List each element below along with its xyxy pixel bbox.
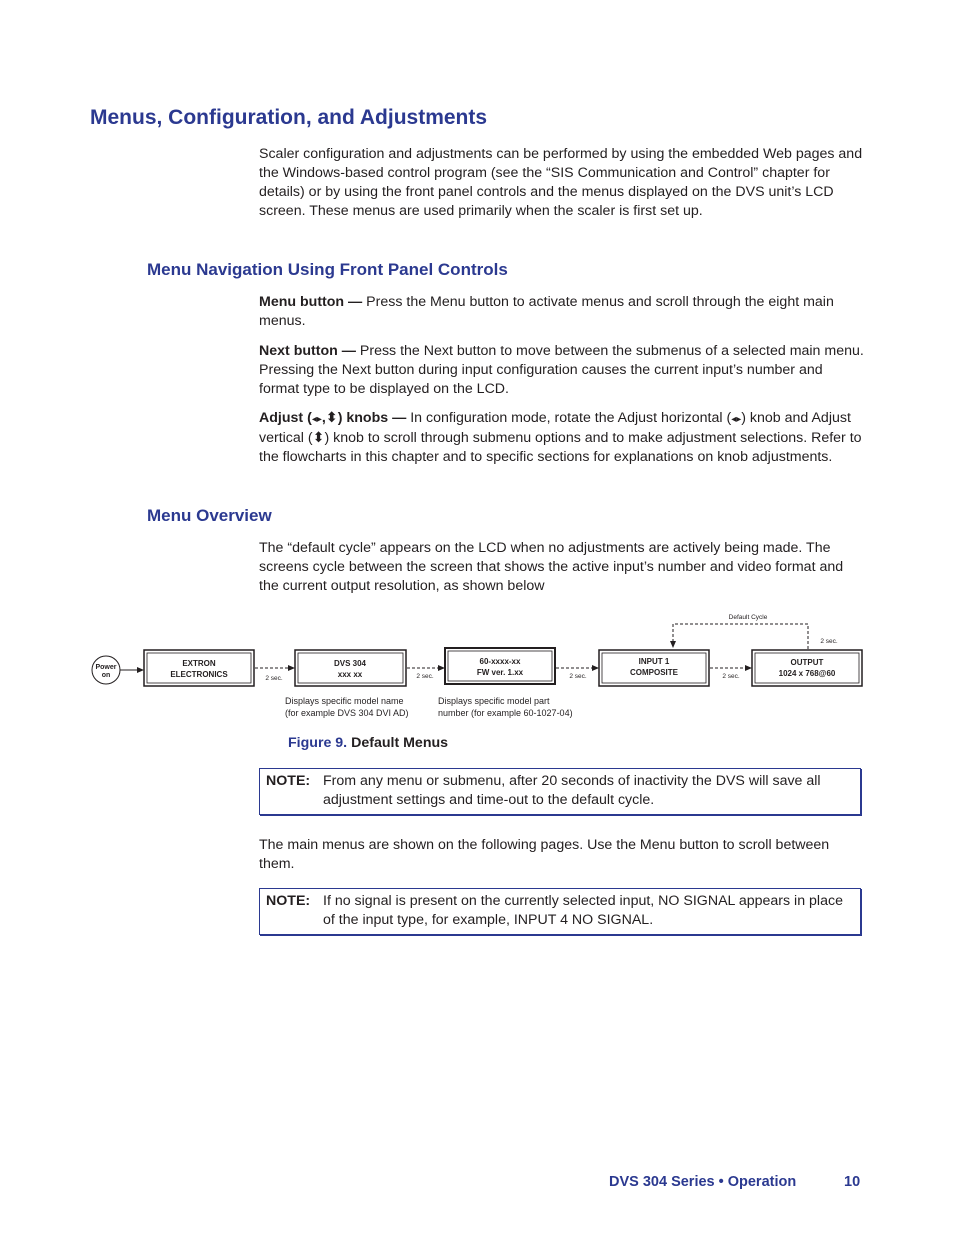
box3-line1: 60-xxxx-xx bbox=[479, 657, 521, 666]
next-button-text: Press the Next button to move between the submenus of a selected main menu. Pressing the Next button during input configuration causes the current input’s number and format type to be displayed on the LCD. bbox=[259, 343, 864, 397]
note-no-signal bbox=[259, 888, 861, 935]
caption2-line1: Displays specific model name bbox=[285, 696, 404, 706]
delay-1: 2 sec. bbox=[265, 675, 283, 682]
adjust-label-start: Adjust ( bbox=[259, 410, 312, 426]
delay-4: 2 sec. bbox=[722, 673, 740, 680]
box5-line2: 1024 x 768@60 bbox=[778, 669, 836, 678]
delay-2: 2 sec. bbox=[416, 673, 434, 680]
menu-button-label: Menu button — bbox=[259, 294, 363, 310]
power-on-node bbox=[92, 656, 120, 684]
default-cycle-diagram bbox=[88, 608, 866, 724]
footer-title: DVS 304 Series • Operation bbox=[609, 1174, 797, 1190]
caption3-line2: number (for example 60-1027-04) bbox=[438, 708, 573, 718]
figure-caption bbox=[288, 735, 448, 751]
section-title: Menus, Configuration, and Adjustments bbox=[90, 106, 488, 129]
menu-button-text: Press the Menu button to activate menus and scroll through the eight main menus. bbox=[259, 294, 834, 329]
lcd-screen-model-name bbox=[295, 650, 406, 686]
overview-heading: Menu Overview bbox=[147, 506, 272, 525]
lcd-screen-input bbox=[599, 650, 709, 686]
up-down-arrows-icon: ⬍ bbox=[312, 430, 325, 446]
delay-3: 2 sec. bbox=[569, 673, 587, 680]
caption2-line2: (for example DVS 304 DVI AD) bbox=[285, 708, 409, 718]
adjust-text-1: In configuration mode, rotate the Adjust horizontal ( bbox=[406, 410, 732, 426]
power-label-line1: Power bbox=[95, 664, 117, 671]
lcd-screen-output bbox=[752, 650, 862, 686]
lcd-screen-part-number bbox=[445, 648, 555, 684]
menu-button-paragraph bbox=[259, 293, 865, 331]
adjust-knobs-paragraph bbox=[259, 409, 865, 467]
lcd-screen-extron bbox=[144, 650, 254, 686]
power-label-line2: on bbox=[101, 672, 111, 679]
note-label: NOTE: bbox=[266, 773, 311, 789]
box3-line2: FW ver. 1.xx bbox=[476, 668, 524, 677]
caption3-line1: Displays specific model part bbox=[438, 696, 550, 706]
main-menus-paragraph: The main menus are shown on the following pages. Use the Menu button to scroll between them. bbox=[259, 837, 830, 872]
box4-line1: INPUT 1 bbox=[638, 657, 670, 666]
note-text: If no signal is present on the currently selected input, NO SIGNAL appears in place of the input type, for example, INPUT 4 NO SIGNAL. bbox=[323, 893, 843, 928]
cycle-label: Default Cycle bbox=[728, 614, 768, 621]
page-number: 10 bbox=[844, 1174, 861, 1190]
left-right-arrows-icon: ◂▸ bbox=[311, 414, 322, 425]
overview-paragraph: The “default cycle” appears on the LCD when no adjustments are actively being made. The screens cycle between the screen that shows the active input’s number and video format and the current output resolution, as shown below bbox=[259, 540, 844, 594]
box2-line2: xxx xx bbox=[337, 670, 363, 679]
box5-line1: OUTPUT bbox=[790, 658, 824, 667]
box1-line2: ELECTRONICS bbox=[170, 670, 228, 679]
note-label: NOTE: bbox=[266, 893, 311, 909]
figure-title: Default Menus bbox=[347, 735, 449, 751]
nav-heading: Menu Navigation Using Front Panel Controls bbox=[147, 260, 508, 279]
box4-line2: COMPOSITE bbox=[629, 668, 679, 677]
left-right-arrows-icon: ◂▸ bbox=[731, 414, 742, 425]
next-button-paragraph bbox=[259, 342, 865, 399]
adjust-text-3: ) knob to scroll through submenu options and to make adjustment selections. Refer to the flowcharts in this chapter and to specific sections for explanations on knob adjustments. bbox=[259, 430, 862, 465]
intro-paragraph: Scaler configuration and adjustments can be performed by using the embedded Web pages and the Windows-based control program (see the “SIS Communication and Control” chapter for details) or by using the front panel controls and the menus displayed on the DVS unit’s LCD screen. These menus are used primarily when the scaler is first set up. bbox=[259, 146, 863, 219]
adjust-text-2: ) knob and Adjust vertical ( bbox=[259, 410, 851, 446]
box1-line1: EXTRON bbox=[182, 659, 216, 668]
default-cycle-loop bbox=[673, 624, 808, 649]
note-timeout bbox=[259, 768, 861, 815]
delay-5: 2 sec. bbox=[820, 638, 838, 645]
up-down-arrows-icon: ⬍ bbox=[325, 410, 338, 426]
figure-label: Figure 9. bbox=[288, 735, 348, 751]
note-text: From any menu or submenu, after 20 seconds of inactivity the DVS will save all adjustment settings and time-out to the default cycle. bbox=[323, 773, 821, 808]
adjust-label-end: ) knobs — bbox=[337, 410, 407, 426]
next-button-label: Next button — bbox=[259, 343, 356, 359]
adjust-knobs-label: Adjust (◂▸,⬍) knobs — bbox=[259, 410, 407, 426]
box2-line1: DVS 304 bbox=[333, 659, 367, 668]
